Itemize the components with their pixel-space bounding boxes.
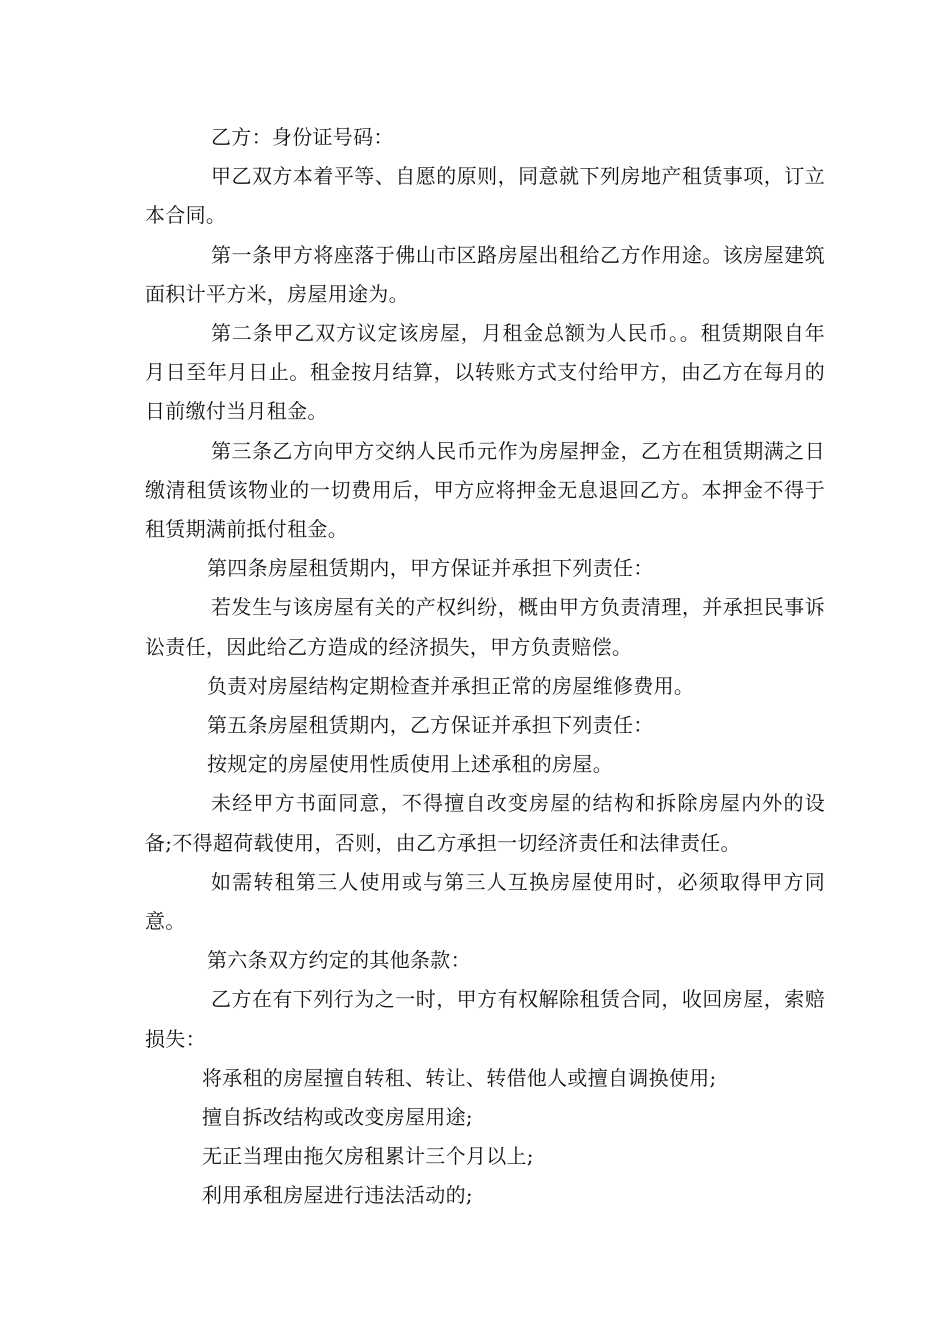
article-5-item-3: 如需转租第三人使用或与第三人互换房屋使用时，必须取得甲方同意。 bbox=[145, 869, 825, 934]
article-6-intro: 乙方在有下列行为之一时，甲方有权解除租赁合同，收回房屋，索赔损失： bbox=[145, 987, 825, 1051]
article-5-item-1: 按规定的房屋使用性质使用上述承租的房屋。 bbox=[207, 752, 613, 777]
party-b-id-line: 乙方：身份证号码： bbox=[211, 125, 394, 149]
article-6-item-1: 将承租的房屋擅自转租、转让、转借他人或擅自调换使用; bbox=[202, 1065, 717, 1090]
article-4-item-1: 若发生与该房屋有关的产权纠纷，概由甲方负责清理，并承担民事诉讼责任，因此给乙方造成的经济损失，甲方负责赔偿。 bbox=[145, 595, 825, 659]
article-4-item-2: 负责对房屋结构定期检查并承担正常的房屋维修费用。 bbox=[207, 673, 695, 698]
article-2-paragraph: 第二条甲乙双方议定该房屋，月租金总额为人民币。。租赁期限自年月日至年月日止。租金按月结算，以转账方式支付给甲方，由乙方在每月的日前缴付当月租金。 bbox=[145, 321, 825, 424]
preamble-paragraph: 甲乙双方本着平等、自愿的原则，同意就下列房地产租赁事项，订立本合同。 bbox=[145, 164, 825, 228]
article-6-item-2: 擅自拆改结构或改变房屋用途; bbox=[202, 1105, 473, 1130]
article-4-heading: 第四条房屋租赁期内，甲方保证并承担下列责任： bbox=[207, 556, 654, 581]
article-3-paragraph: 第三条乙方向甲方交纳人民币元作为房屋押金，乙方在租赁期满之日缴清租赁该物业的一切费用后，甲方应将押金无息退回乙方。本押金不得于租赁期满前抵付租金。 bbox=[145, 438, 825, 542]
contract-body bbox=[145, 118, 825, 1216]
article-5-heading: 第五条房屋租赁期内，乙方保证并承担下列责任： bbox=[207, 713, 654, 738]
article-6-heading: 第六条双方约定的其他条款： bbox=[207, 948, 471, 973]
article-5-item-2: 未经甲方书面同意，不得擅自改变房屋的结构和拆除房屋内外的设备;不得超荷载使用，否则，由乙方承担一切经济责任和法律责任。 bbox=[145, 791, 825, 855]
article-6-item-4: 利用承租房屋进行违法活动的; bbox=[202, 1183, 473, 1208]
article-1-paragraph: 第一条甲方将座落于佛山市区路房屋出租给乙方作用途。该房屋建筑面积计平方米，房屋用途为。 bbox=[145, 242, 825, 306]
article-6-item-3: 无正当理由拖欠房租累计三个月以上; bbox=[202, 1144, 534, 1169]
